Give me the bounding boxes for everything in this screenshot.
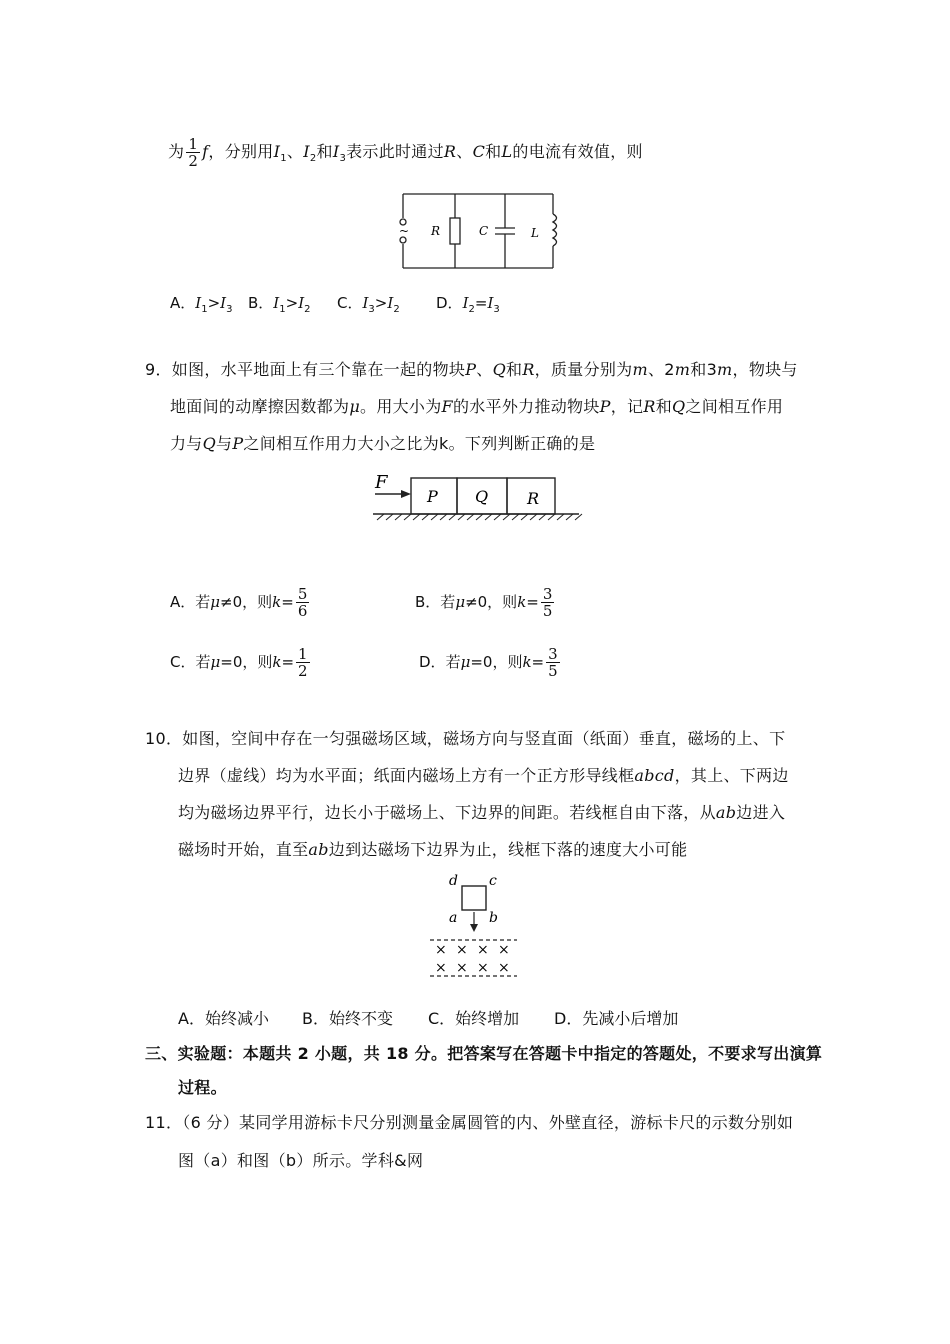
ground-hatch-mark	[521, 514, 528, 520]
block-label-p: P	[427, 487, 438, 506]
ground-hatch-mark	[467, 514, 474, 520]
q10-stem-line-4: 磁场时开始，直至ab边到达磁场下边界为止，线框下落的速度大小可能	[178, 840, 688, 859]
q9-blocks-diagram	[365, 470, 585, 522]
block-label-r: R	[527, 489, 540, 508]
section-3-heading-cont: 过程。	[178, 1078, 227, 1097]
field-cross-2: ×	[456, 942, 468, 958]
q8-stem-line: 为 $\frac{1}{2}$ f，分别用$I_1$、$I_2$和$I_3$表示此时通过R、C和L的电流有效值，则	[168, 135, 643, 170]
q9-stem-line-1: 9．如图，水平地面上有三个靠在一起的物块P、Q和R，质量分别为m、2m和3m，物块与	[145, 360, 798, 379]
ground-hatch-mark	[404, 514, 411, 520]
q8-option-b[interactable]: B．$I_1>I_2$	[248, 294, 311, 315]
ground-hatch-mark	[575, 514, 582, 520]
field-cross-3: ×	[477, 942, 489, 958]
q9-option-a[interactable]: A．若μ≠0，则k= $\frac{5}{6}$	[170, 585, 308, 620]
q8-fraction: $\frac{1}{2}$	[188, 135, 199, 170]
ground-hatch-mark	[512, 514, 519, 520]
ground-hatch-mark	[503, 514, 510, 520]
q10-option-b[interactable]: B．始终不变	[302, 1009, 393, 1028]
ground-hatch-mark	[548, 514, 555, 520]
field-cross-6: ×	[456, 960, 468, 976]
field-cross-7: ×	[477, 960, 489, 976]
ground-hatch-mark	[566, 514, 573, 520]
q9-stem-line-2: 地面间的动摩擦因数都为μ。用大小为F的水平外力推动物块P，记R和Q之间相互作用	[170, 397, 784, 416]
q10-option-a[interactable]: A．始终减小	[178, 1009, 269, 1028]
ground-hatch-mark	[395, 514, 402, 520]
ground-hatch-mark	[458, 514, 465, 520]
q10-magnetic-field-diagram	[425, 868, 525, 983]
ground-hatch-mark	[539, 514, 546, 520]
corner-label-a: a	[449, 910, 458, 926]
q11-stem-line-1: 11．（6 分）某同学用游标卡尺分别测量金属圆管的内、外壁直径，游标卡尺的示数分别如	[145, 1113, 794, 1132]
field-cross-8: ×	[498, 960, 510, 976]
q10-option-c[interactable]: C．始终增加	[428, 1009, 520, 1028]
ground-hatch-mark	[476, 514, 483, 520]
ground-hatch-mark	[494, 514, 501, 520]
circuit-label-c: C	[479, 224, 489, 238]
q9-option-c[interactable]: C．若μ=0，则k= $\frac{1}{2}$	[170, 645, 308, 680]
field-cross-1: ×	[435, 942, 447, 958]
circuit-label-l: L	[531, 226, 539, 240]
ground-hatch-mark	[413, 514, 420, 520]
ground-hatch-mark	[557, 514, 564, 520]
q9-option-d[interactable]: D．若μ=0，则k= $\frac{3}{5}$	[419, 645, 558, 680]
ground-hatch-mark	[422, 514, 429, 520]
q10-option-d[interactable]: D．先减小后增加	[554, 1009, 679, 1028]
circuit-ac-symbol: ~	[399, 224, 410, 238]
ground-hatch-mark	[530, 514, 537, 520]
q11-stem-line-2: 图（a）和图（b）所示。学科&网	[178, 1151, 424, 1170]
ground-hatch-mark	[449, 514, 456, 520]
corner-label-b: b	[489, 910, 498, 926]
corner-label-d: d	[449, 873, 458, 889]
corner-label-c: c	[489, 873, 497, 889]
q10-stem-line-3: 均为磁场边界平行，边长小于磁场上、下边界的间距。若线框自由下落，从ab边进入	[178, 803, 786, 822]
ground-hatch-mark	[386, 514, 393, 520]
q10-stem-line-1: 10．如图，空间中存在一匀强磁场区域，磁场方向与竖直面（纸面）垂直，磁场的上、下	[145, 729, 786, 748]
q9-option-b[interactable]: B．若μ≠0，则k= $\frac{3}{5}$	[415, 585, 553, 620]
ground-hatch-mark	[377, 514, 384, 520]
block-label-q: Q	[475, 487, 489, 506]
q8-option-c[interactable]: C．$I_3>I_2$	[337, 294, 400, 315]
q8-option-a[interactable]: A．$I_1>I_3$	[170, 294, 233, 315]
ground-hatch-mark	[440, 514, 447, 520]
q10-stem-line-2: 边界（虚线）均为水平面；纸面内磁场上方有一个正方形导线框abcd，其上、下两边	[178, 766, 789, 785]
ground-hatch-mark	[485, 514, 492, 520]
q8-option-d[interactable]: D．$I_2=I_3$	[436, 294, 500, 315]
field-cross-4: ×	[498, 942, 510, 958]
force-label-f: F	[375, 472, 388, 493]
field-cross-5: ×	[435, 960, 447, 976]
circuit-label-r: R	[431, 224, 441, 238]
q9-stem-line-3: 力与Q与P之间相互作用力大小之比为k。下列判断正确的是	[170, 434, 596, 453]
ground-hatch-mark	[431, 514, 438, 520]
section-3-heading: 三、实验题：本题共 2 小题，共 18 分。把答案写在答题卡中指定的答题处，不要求写出演算	[145, 1044, 823, 1063]
q8-circuit-diagram	[395, 190, 565, 272]
